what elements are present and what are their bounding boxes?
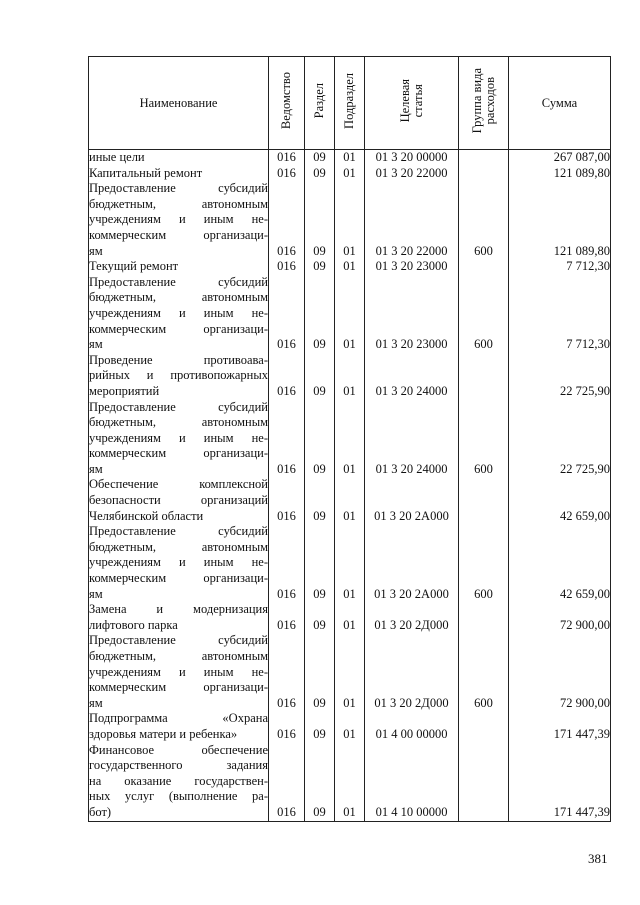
cell-summa: 267 087,00 <box>509 150 611 166</box>
cell-tselevaya-statya: 01 3 20 2Д000 <box>365 633 459 711</box>
cell-gruppa-vida-raskhodov <box>459 477 509 524</box>
cell-vedomstvo: 016 <box>269 524 305 602</box>
row-name-line: здоровья матери и ребенка» <box>89 726 238 741</box>
table-row <box>89 353 611 400</box>
row-name-line: коммерческим организаци- <box>89 227 268 242</box>
row-name-line: рийных и противопожарных <box>89 368 268 383</box>
row-name <box>89 477 269 524</box>
row-name-line: Замена и модернизация <box>89 602 268 617</box>
cell-vedomstvo: 016 <box>269 259 305 275</box>
cell-tselevaya-statya: 01 3 20 23000 <box>365 275 459 353</box>
row-name <box>89 259 269 275</box>
row-name-line: Предоставление субсидий <box>89 524 268 539</box>
cell-podrazdel: 01 <box>335 166 365 182</box>
header-gruppa-vida-raskhodov: Группа вида расходов <box>459 57 509 150</box>
row-name-line: ных услуг (выполнение ра- <box>89 789 268 804</box>
row-name-line: Челябинской области <box>89 508 204 523</box>
cell-podrazdel: 01 <box>335 524 365 602</box>
row-name-line: бюджетным, автономным <box>89 290 268 305</box>
cell-vedomstvo: 016 <box>269 711 305 742</box>
cell-razdel: 09 <box>305 477 335 524</box>
cell-gruppa-vida-raskhodov <box>459 711 509 742</box>
row-name-line: учреждениям и иным не- <box>89 212 268 227</box>
cell-gruppa-vida-raskhodov: 600 <box>459 633 509 711</box>
cell-tselevaya-statya: 01 3 20 22000 <box>365 166 459 182</box>
row-name-line: коммерческим организаци- <box>89 680 268 695</box>
cell-podrazdel: 01 <box>335 477 365 524</box>
cell-gruppa-vida-raskhodov: 600 <box>459 181 509 259</box>
cell-razdel: 09 <box>305 259 335 275</box>
row-name-line: ям <box>89 586 103 601</box>
cell-razdel: 09 <box>305 602 335 633</box>
table-row <box>89 150 611 166</box>
table-row <box>89 166 611 182</box>
row-name-line: Предоставление субсидий <box>89 181 268 196</box>
table-row <box>89 181 611 259</box>
table-row <box>89 275 611 353</box>
header-name: Наименование <box>89 57 269 150</box>
cell-podrazdel: 01 <box>335 602 365 633</box>
cell-vedomstvo: 016 <box>269 477 305 524</box>
cell-podrazdel: 01 <box>335 181 365 259</box>
row-name-line: Текущий ремонт <box>89 259 179 274</box>
cell-summa: 22 725,90 <box>509 400 611 478</box>
page-number: 381 <box>588 851 608 866</box>
cell-summa: 42 659,00 <box>509 524 611 602</box>
cell-vedomstvo: 016 <box>269 275 305 353</box>
cell-razdel: 09 <box>305 400 335 478</box>
table-row <box>89 743 611 821</box>
cell-gruppa-vida-raskhodov <box>459 353 509 400</box>
cell-summa: 171 447,39 <box>509 711 611 742</box>
cell-summa: 7 712,30 <box>509 275 611 353</box>
header-tselevaya-statya: Целевая статья <box>365 57 459 150</box>
row-name <box>89 353 269 400</box>
cell-podrazdel: 01 <box>335 400 365 478</box>
cell-tselevaya-statya: 01 3 20 2А000 <box>365 477 459 524</box>
cell-gruppa-vida-raskhodov <box>459 259 509 275</box>
row-name <box>89 400 269 478</box>
cell-gruppa-vida-raskhodov <box>459 150 509 166</box>
header-vedomstvo: Ведомство <box>269 57 305 150</box>
cell-vedomstvo: 016 <box>269 743 305 821</box>
budget-table <box>88 56 611 822</box>
row-name-line: Проведение противоава- <box>89 352 268 367</box>
row-name-line: Финансовое обеспечение <box>89 742 268 757</box>
row-name-line: государственного задания <box>89 758 268 773</box>
cell-razdel: 09 <box>305 275 335 353</box>
cell-podrazdel: 01 <box>335 633 365 711</box>
cell-gruppa-vida-raskhodov: 600 <box>459 400 509 478</box>
cell-gruppa-vida-raskhodov: 600 <box>459 275 509 353</box>
row-name-line: ям <box>89 243 103 258</box>
cell-vedomstvo: 016 <box>269 353 305 400</box>
cell-gruppa-vida-raskhodov <box>459 602 509 633</box>
cell-summa: 121 089,80 <box>509 166 611 182</box>
cell-tselevaya-statya: 01 3 20 2А000 <box>365 524 459 602</box>
row-name-line: Предоставление субсидий <box>89 399 268 414</box>
cell-razdel: 09 <box>305 524 335 602</box>
row-name-line: ям <box>89 695 103 710</box>
row-name-line: Обеспечение комплексной <box>89 477 268 492</box>
row-name-line: учреждениям и иным не- <box>89 430 268 445</box>
cell-summa: 22 725,90 <box>509 353 611 400</box>
row-name-line: иные цели <box>89 150 145 164</box>
cell-summa: 42 659,00 <box>509 477 611 524</box>
header-razdel: Раздел <box>305 57 335 150</box>
row-name-line: бюджетным, автономным <box>89 196 268 211</box>
row-name <box>89 181 269 259</box>
cell-razdel: 09 <box>305 743 335 821</box>
cell-podrazdel: 01 <box>335 150 365 166</box>
row-name <box>89 150 269 166</box>
cell-podrazdel: 01 <box>335 353 365 400</box>
header-summa: Сумма <box>509 57 611 150</box>
row-name-line: бюджетным, автономным <box>89 649 268 663</box>
cell-gruppa-vida-raskhodov <box>459 743 509 821</box>
cell-podrazdel: 01 <box>335 275 365 353</box>
table-row <box>89 259 611 275</box>
cell-vedomstvo: 016 <box>269 602 305 633</box>
cell-tselevaya-statya: 01 3 20 00000 <box>365 150 459 166</box>
cell-tselevaya-statya: 01 4 10 00000 <box>365 743 459 821</box>
row-name <box>89 743 269 821</box>
row-name-line: ям <box>89 337 103 352</box>
table-row <box>89 524 611 602</box>
row-name-line: ям <box>89 461 103 476</box>
cell-vedomstvo: 016 <box>269 166 305 182</box>
cell-tselevaya-statya: 01 3 20 23000 <box>365 259 459 275</box>
table-row <box>89 400 611 478</box>
table-header <box>89 57 611 150</box>
cell-tselevaya-statya: 01 3 20 24000 <box>365 353 459 400</box>
row-name <box>89 633 269 711</box>
table-row <box>89 633 611 711</box>
row-name-line: мероприятий <box>89 383 160 398</box>
cell-podrazdel: 01 <box>335 743 365 821</box>
row-name <box>89 711 269 742</box>
cell-razdel: 09 <box>305 150 335 166</box>
header-podrazdel: Подраздел <box>335 57 365 150</box>
cell-vedomstvo: 016 <box>269 181 305 259</box>
cell-tselevaya-statya: 01 3 20 24000 <box>365 400 459 478</box>
cell-gruppa-vida-raskhodov <box>459 166 509 182</box>
row-name-line: учреждениям и иным не- <box>89 305 268 320</box>
cell-podrazdel: 01 <box>335 259 365 275</box>
row-name-line: коммерческим организаци- <box>89 571 268 586</box>
row-name-line: бюджетным, автономным <box>89 539 268 554</box>
row-name-line: Предоставление субсидий <box>89 274 268 289</box>
row-name-line: бот) <box>89 804 112 819</box>
cell-razdel: 09 <box>305 633 335 711</box>
row-name-line: учреждениям и иным не- <box>89 664 268 679</box>
row-name-line: коммерческим организаци- <box>89 446 268 461</box>
row-name-line: безопасности организаций <box>89 493 268 508</box>
table-row <box>89 602 611 633</box>
cell-vedomstvo: 016 <box>269 400 305 478</box>
row-name-line: Подпрограмма «Охрана <box>89 711 268 726</box>
row-name <box>89 275 269 353</box>
row-name <box>89 166 269 182</box>
cell-razdel: 09 <box>305 353 335 400</box>
row-name-line: на оказание государствен- <box>89 773 268 788</box>
cell-tselevaya-statya: 01 4 00 00000 <box>365 711 459 742</box>
cell-razdel: 09 <box>305 181 335 259</box>
table-body <box>89 150 611 822</box>
row-name-line: Капитальный ремонт <box>89 165 203 180</box>
cell-tselevaya-statya: 01 3 20 22000 <box>365 181 459 259</box>
cell-razdel: 09 <box>305 166 335 182</box>
row-name-line: бюджетным, автономным <box>89 415 268 430</box>
cell-tselevaya-statya: 01 3 20 2Д000 <box>365 602 459 633</box>
table-row <box>89 711 611 742</box>
row-name-line: учреждениям и иным не- <box>89 555 268 570</box>
row-name-line: Предоставление субсидий <box>89 633 268 648</box>
table-row <box>89 477 611 524</box>
row-name-line: коммерческим организаци- <box>89 321 268 336</box>
cell-razdel: 09 <box>305 711 335 742</box>
cell-summa: 7 712,30 <box>509 259 611 275</box>
row-name <box>89 602 269 633</box>
cell-summa: 72 900,00 <box>509 602 611 633</box>
cell-podrazdel: 01 <box>335 711 365 742</box>
cell-gruppa-vida-raskhodov: 600 <box>459 524 509 602</box>
row-name <box>89 524 269 602</box>
cell-summa: 72 900,00 <box>509 633 611 711</box>
row-name-line: лифтового парка <box>89 617 178 632</box>
cell-summa: 121 089,80 <box>509 181 611 259</box>
cell-vedomstvo: 016 <box>269 633 305 711</box>
cell-summa: 171 447,39 <box>509 743 611 821</box>
cell-vedomstvo: 016 <box>269 150 305 166</box>
